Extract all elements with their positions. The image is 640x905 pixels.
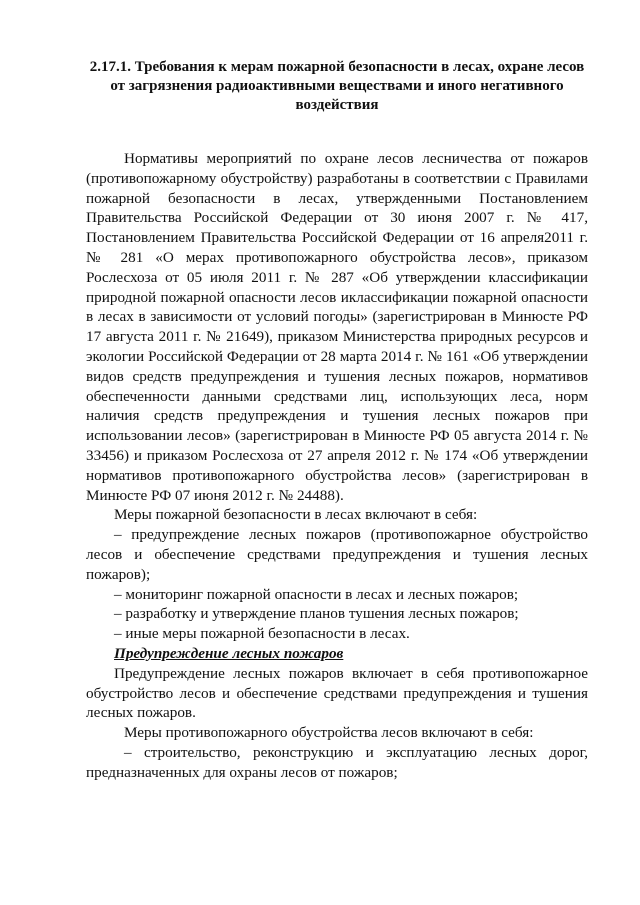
body-paragraph-norms: Нормативы мероприятий по охране лесов лесничества от пожаров (противопожарному обустройству) разработаны в соответствии с Правилами пожарной безопасности в лесах, утвержденными Постановлением Правительства Российской Федерации от 30 июня 2007 г. № 417, Постановлением Правительства Российской Федерации от 16 апреля2011 г. № 281 «О мерах противопожарного обустройства лесов», приказом Рослесхоза от 05 июля 2011 г. № 287 «Об утверждении классификации природной пожарной опасности лесов иклассификации пожарной опасности в лесах в зависимости от условий погоды» (зарегистрирован в Минюсте РФ 17 августа 2011 г. № 21649), приказом Министерства природных ресурсов и экологии Российской Федерации от 28 марта 2014 г. № 161 «Об утверждении видов средств предупреждения и тушения лесных пожаров, нормативов обеспеченности данными средствами лиц, использующих леса, норм наличия средств предупреждения и тушения лесных пожаров при использовании лесов» (зарегистрирован в Минюсте РФ 05 августа 2014 г. № 33456) и приказом Рослесхоза от 27 апреля 2012 г. № 174 «Об утверждении нормативов противопожарного обустройства лесов» (зарегистрирован в Минюсте РФ 07 июня 2012 г. № 24488). [86, 150, 588, 504]
list-item-monitoring: – мониторинг пожарной опасности в лесах и лесных пожаров; [114, 585, 519, 603]
list-item-other: – иные меры пожарной безопасности в лесах. [114, 625, 410, 643]
subheading-prevention: Предупреждение лесных пожаров [114, 644, 344, 662]
list-item-plans: – разработку и утверждение планов тушения лесных пожаров; [114, 605, 519, 623]
body-paragraph-measures-intro: Меры пожарной безопасности в лесах включают в себя: [114, 506, 478, 524]
body-paragraph-prevention: Предупреждение лесных пожаров включает в себя противопожарное обустройство лесов и обеспечение средствами предупреждения и тушения лесных пожаров. [86, 664, 588, 722]
list-item-roads: – строительство, реконструкцию и эксплуатацию лесных дорог, предназначенных для охраны лесов от пожаров; [86, 743, 588, 781]
list-item-prevention: – предупреждение лесных пожаров (противопожарное обустройство лесов и обеспечение средствами предупреждения и тушения лесных пожаров); [86, 526, 588, 583]
section-title: 2.17.1. Требования к мерам пожарной безопасности в лесах, охране лесов от загрязнения радиоактивными веществами и иного негативного воздействия [89, 59, 585, 113]
body-paragraph-fire-measures: Меры противопожарного обустройства лесов включают в себя: [124, 724, 534, 742]
document-page [86, 58, 588, 783]
